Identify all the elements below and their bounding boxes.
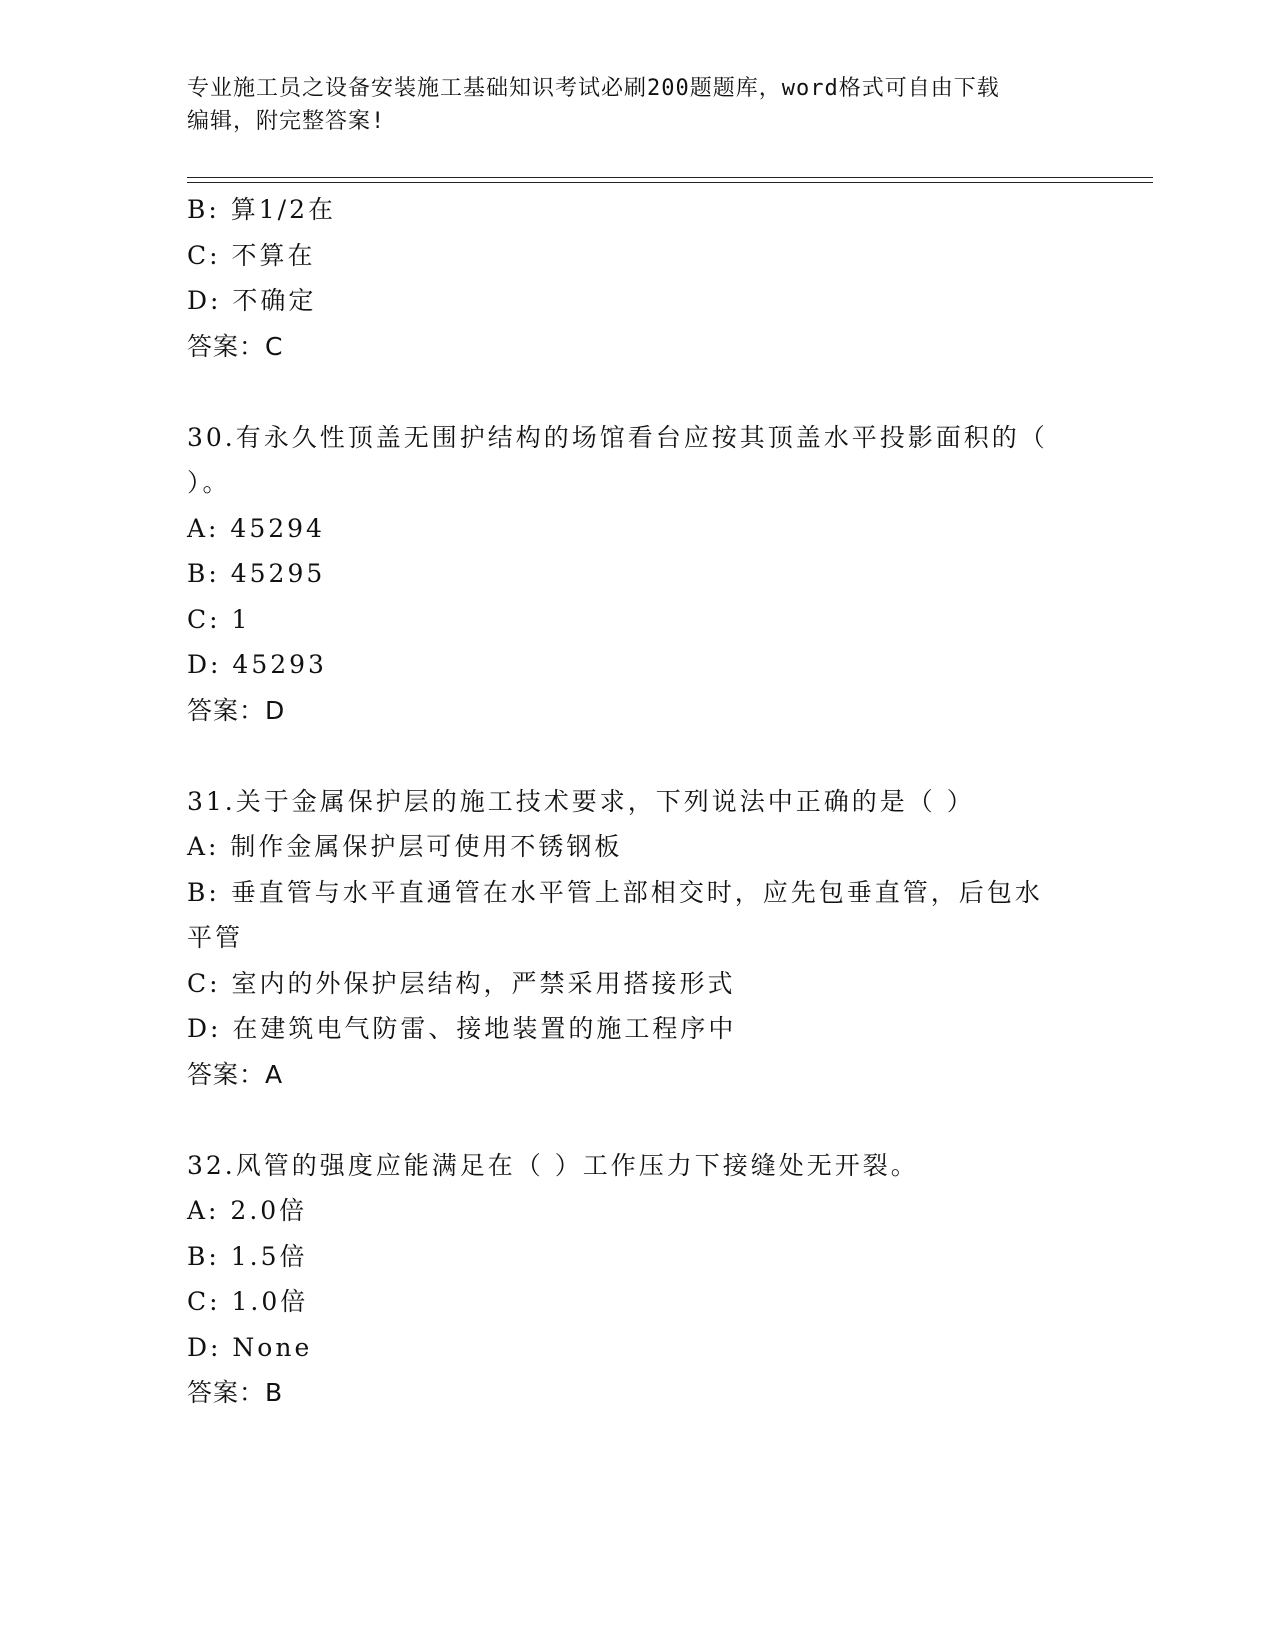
option-b: B: 垂直管与水平直通管在水平管上部相交时，应先包垂直管，后包水 bbox=[187, 877, 1043, 907]
question-30 bbox=[187, 415, 1087, 734]
spacer bbox=[187, 369, 1087, 415]
option-b: B: 45295 bbox=[187, 559, 326, 588]
option-d: D: 在建筑电气防雷、接地装置的施工程序中 bbox=[187, 1014, 737, 1043]
option-a: A: 2.0倍 bbox=[187, 1196, 308, 1225]
header-title-line-1: 专业施工员之设备安装施工基础知识考试必刷200题题库，word格式可自由下载 bbox=[187, 76, 1000, 101]
question-29-continued bbox=[187, 187, 1087, 369]
option-c: C: 不算在 bbox=[187, 240, 316, 270]
answer-line: 答案：C bbox=[187, 331, 284, 361]
document-header bbox=[187, 72, 1067, 138]
header-title-line-2: 编辑，附完整答案! bbox=[187, 109, 386, 134]
option-c: C: 室内的外保护层结构，严禁采用搭接形式 bbox=[187, 968, 736, 998]
spacer bbox=[187, 733, 1087, 779]
option-b: B: 1.5倍 bbox=[187, 1241, 308, 1271]
spacer bbox=[187, 1097, 1087, 1143]
option-b: B: 算1/2在 bbox=[187, 195, 336, 224]
question-stem: 32.风管的强度应能满足在（ ）工作压力下接缝处无开裂。 bbox=[187, 1150, 919, 1180]
option-c: C: 1 bbox=[187, 604, 251, 634]
option-d: D: None bbox=[187, 1332, 313, 1362]
option-b-continued: 平管 bbox=[187, 923, 244, 952]
option-c: C: 1.0倍 bbox=[187, 1287, 309, 1316]
header-divider-top bbox=[187, 177, 1153, 178]
answer-line: 答案：B bbox=[187, 1378, 284, 1407]
answer-line: 答案：D bbox=[187, 695, 286, 725]
option-d: D: 45293 bbox=[187, 650, 327, 679]
question-stem: 30.有永久性顶盖无围护结构的场馆看台应按其顶盖水平投影面积的（ bbox=[187, 422, 1048, 452]
option-a: A: 制作金属保护层可使用不锈钢板 bbox=[187, 832, 623, 861]
question-31 bbox=[187, 779, 1087, 1098]
question-list bbox=[187, 187, 1087, 1416]
question-stem: 31.关于金属保护层的施工技术要求，下列说法中正确的是（ ） bbox=[187, 786, 975, 816]
option-a: A: 45294 bbox=[187, 513, 325, 543]
header-divider-bottom bbox=[187, 182, 1153, 183]
answer-line: 答案：A bbox=[187, 1059, 284, 1089]
option-d: D: 不确定 bbox=[187, 286, 317, 315]
question-stem-continued: ）。 bbox=[187, 468, 231, 497]
question-32 bbox=[187, 1143, 1087, 1416]
